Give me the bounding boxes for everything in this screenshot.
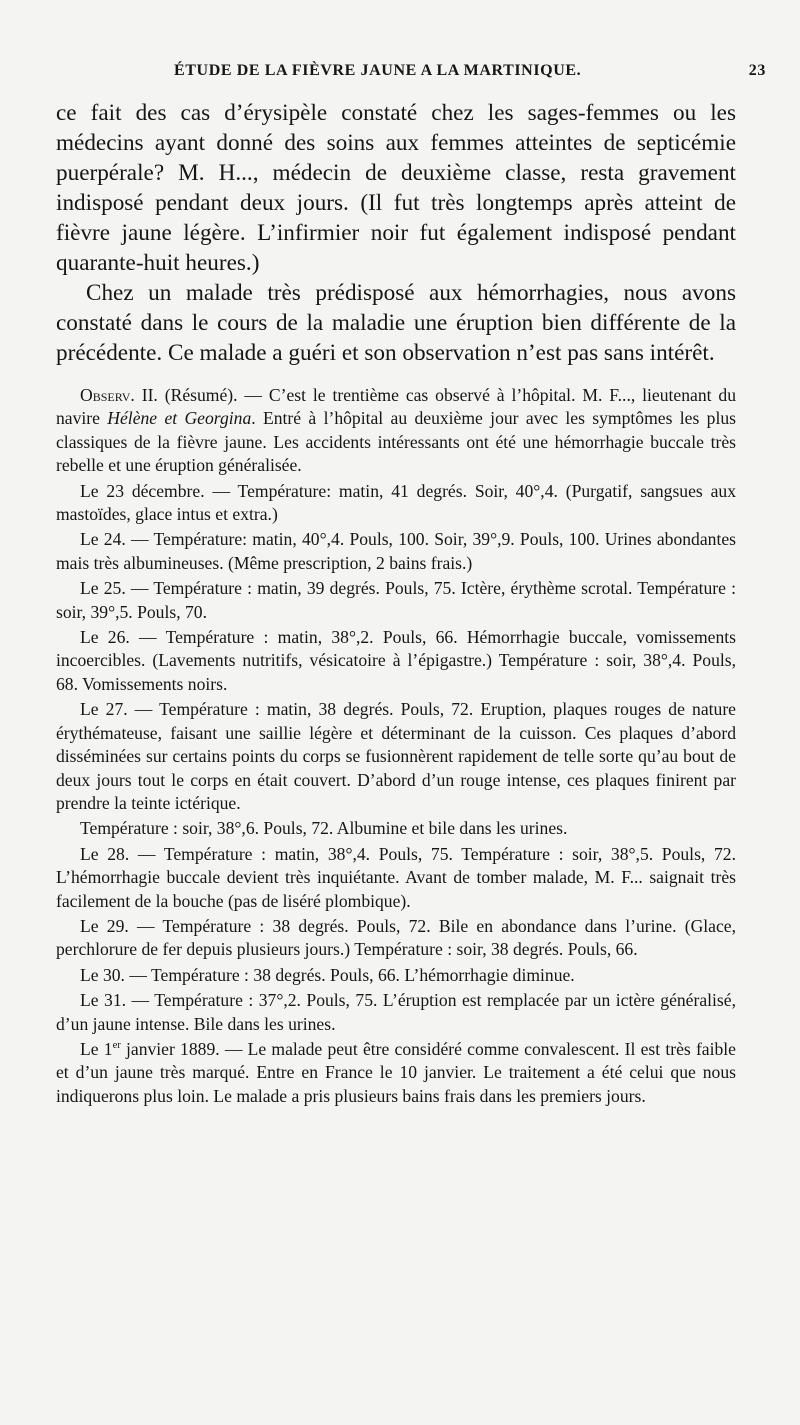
observation-entry: Température : soir, 38°,6. Pouls, 72. Albumine et bile dans les urines. — [80, 818, 568, 839]
observation-entry: Le 24. — Température: matin, 40°,4. Pouls, 100. Soir, 39°,9. Pouls, 100. Urines abondantes mais très albumineuses. (Même prescription, 2 bains frais.) — [56, 529, 736, 573]
page-header — [56, 62, 766, 88]
observation-entry: Le 27. — Température : matin, 38 degrés. Pouls, 72. Eruption, plaques rouges de nature érythémateuse, faisant une saillie légère et déterminant de la cuisson. Ces plaques d’abord disséminées sur certains points du corps se fusionnèrent rapidement de telle sorte qu’au bout de deux jours tout le corps en était couvert. D’abord d’un rouge intense, ces plaques finirent par prendre la teinte ictérique. — [56, 699, 736, 813]
ship-name: Hélène et Georgina — [107, 408, 252, 429]
running-title: ÉTUDE DE LA FIÈVRE JAUNE A LA MARTINIQUE. — [174, 62, 582, 79]
observation-intro-end: . Entré à l’hôpital au deuxième jour avec les symptômes les plus classiques de la fièvre jaune. Les accidents intéressants ont été une hémorrhagie buccale très rebelle et une éruption généralisée. — [56, 408, 736, 476]
observation-final-entry — [56, 1038, 736, 1108]
observation-entry: Le 28. — Température : matin, 38°,4. Pouls, 75. Température : soir, 38°,5. Pouls, 72. L’hémorrhagie buccale devient très inquiétante. Avant de tomber malade, M. F... saignait très facilement de la bouche (pas de liséré plombique). — [56, 843, 736, 911]
observation-entry: Le 25. — Température : matin, 39 degrés. Pouls, 75. Ictère, érythème scrotal. Température : soir, 39°,5. Pouls, 70. — [56, 578, 736, 622]
observation-entry: Le 26. — Température : matin, 38°,2. Pouls, 66. Hémorrhagie buccale, vomissements incoercibles. (Lavements nutritifs, vésicatoire à l’épigastre.) Température : soir, 38°,4. Pouls, 68. Vomissements noirs. — [56, 627, 736, 694]
main-text — [56, 98, 736, 368]
observation-entry: Le 30. — Température : 38 degrés. Pouls, 66. L’hémorrhagie diminue. — [80, 964, 575, 985]
observation-intro — [56, 384, 736, 478]
paragraph: Chez un malade très prédisposé aux hémorrhagies, nous avons constaté dans le cours de la maladie une éruption bien différente de la précédente. Ce malade a guéri et son observation n’est pas sans intérêt. — [56, 280, 736, 366]
observation-entry: Le 23 décembre. — Température: matin, 41 degrés. Soir, 40°,4. (Purgatif, sangsues aux mastoïdes, glace intus et extra.) — [56, 480, 736, 525]
final-entry-text: janvier 1889. — Le malade peut être considéré comme convalescent. Il est très faible et d’un jaune très marqué. Entre en France le 10 janvier. Le traitement a été celui que nous indiquerons plus loin. Le malade a pris plusieurs bains frais dans les premiers jours. — [56, 1038, 736, 1106]
final-entry-superscript: er — [112, 1040, 121, 1052]
observation-entry: Le 31. — Température : 37°,2. Pouls, 75. L’éruption est remplacée par un ictère généralisé, d’un jaune intense. Bile dans les urines. — [56, 990, 736, 1034]
observation-block — [56, 384, 736, 1108]
page-number: 23 — [748, 62, 766, 79]
observation-entry: Le 29. — Température : 38 degrés. Pouls, 72. Bile en abondance dans l’urine. (Glace, perchlorure de fer depuis plusieurs jours.) Température : soir, 38 degrés. Pouls, 66. — [56, 915, 736, 960]
observation-intro-text: II. (Résumé). — C’est le trentième cas observé à l’hôpital. M. F..., lieutenant du navire — [56, 385, 736, 429]
final-entry-prefix: Le 1 — [80, 1038, 113, 1059]
observation-label: Observ. — [80, 385, 135, 405]
paragraph: ce fait des cas d’érysipèle constaté chez les sages-femmes ou les médecins ayant donné des soins aux femmes atteintes de septicémie puerpérale? M. H..., médecin de deuxième classe, resta gravement indisposé pendant deux jours. (Il fut très longtemps après atteint de fièvre jaune légère. L’infirmier noir fut également indisposé pendant quarante-huit heures.) — [56, 100, 736, 276]
